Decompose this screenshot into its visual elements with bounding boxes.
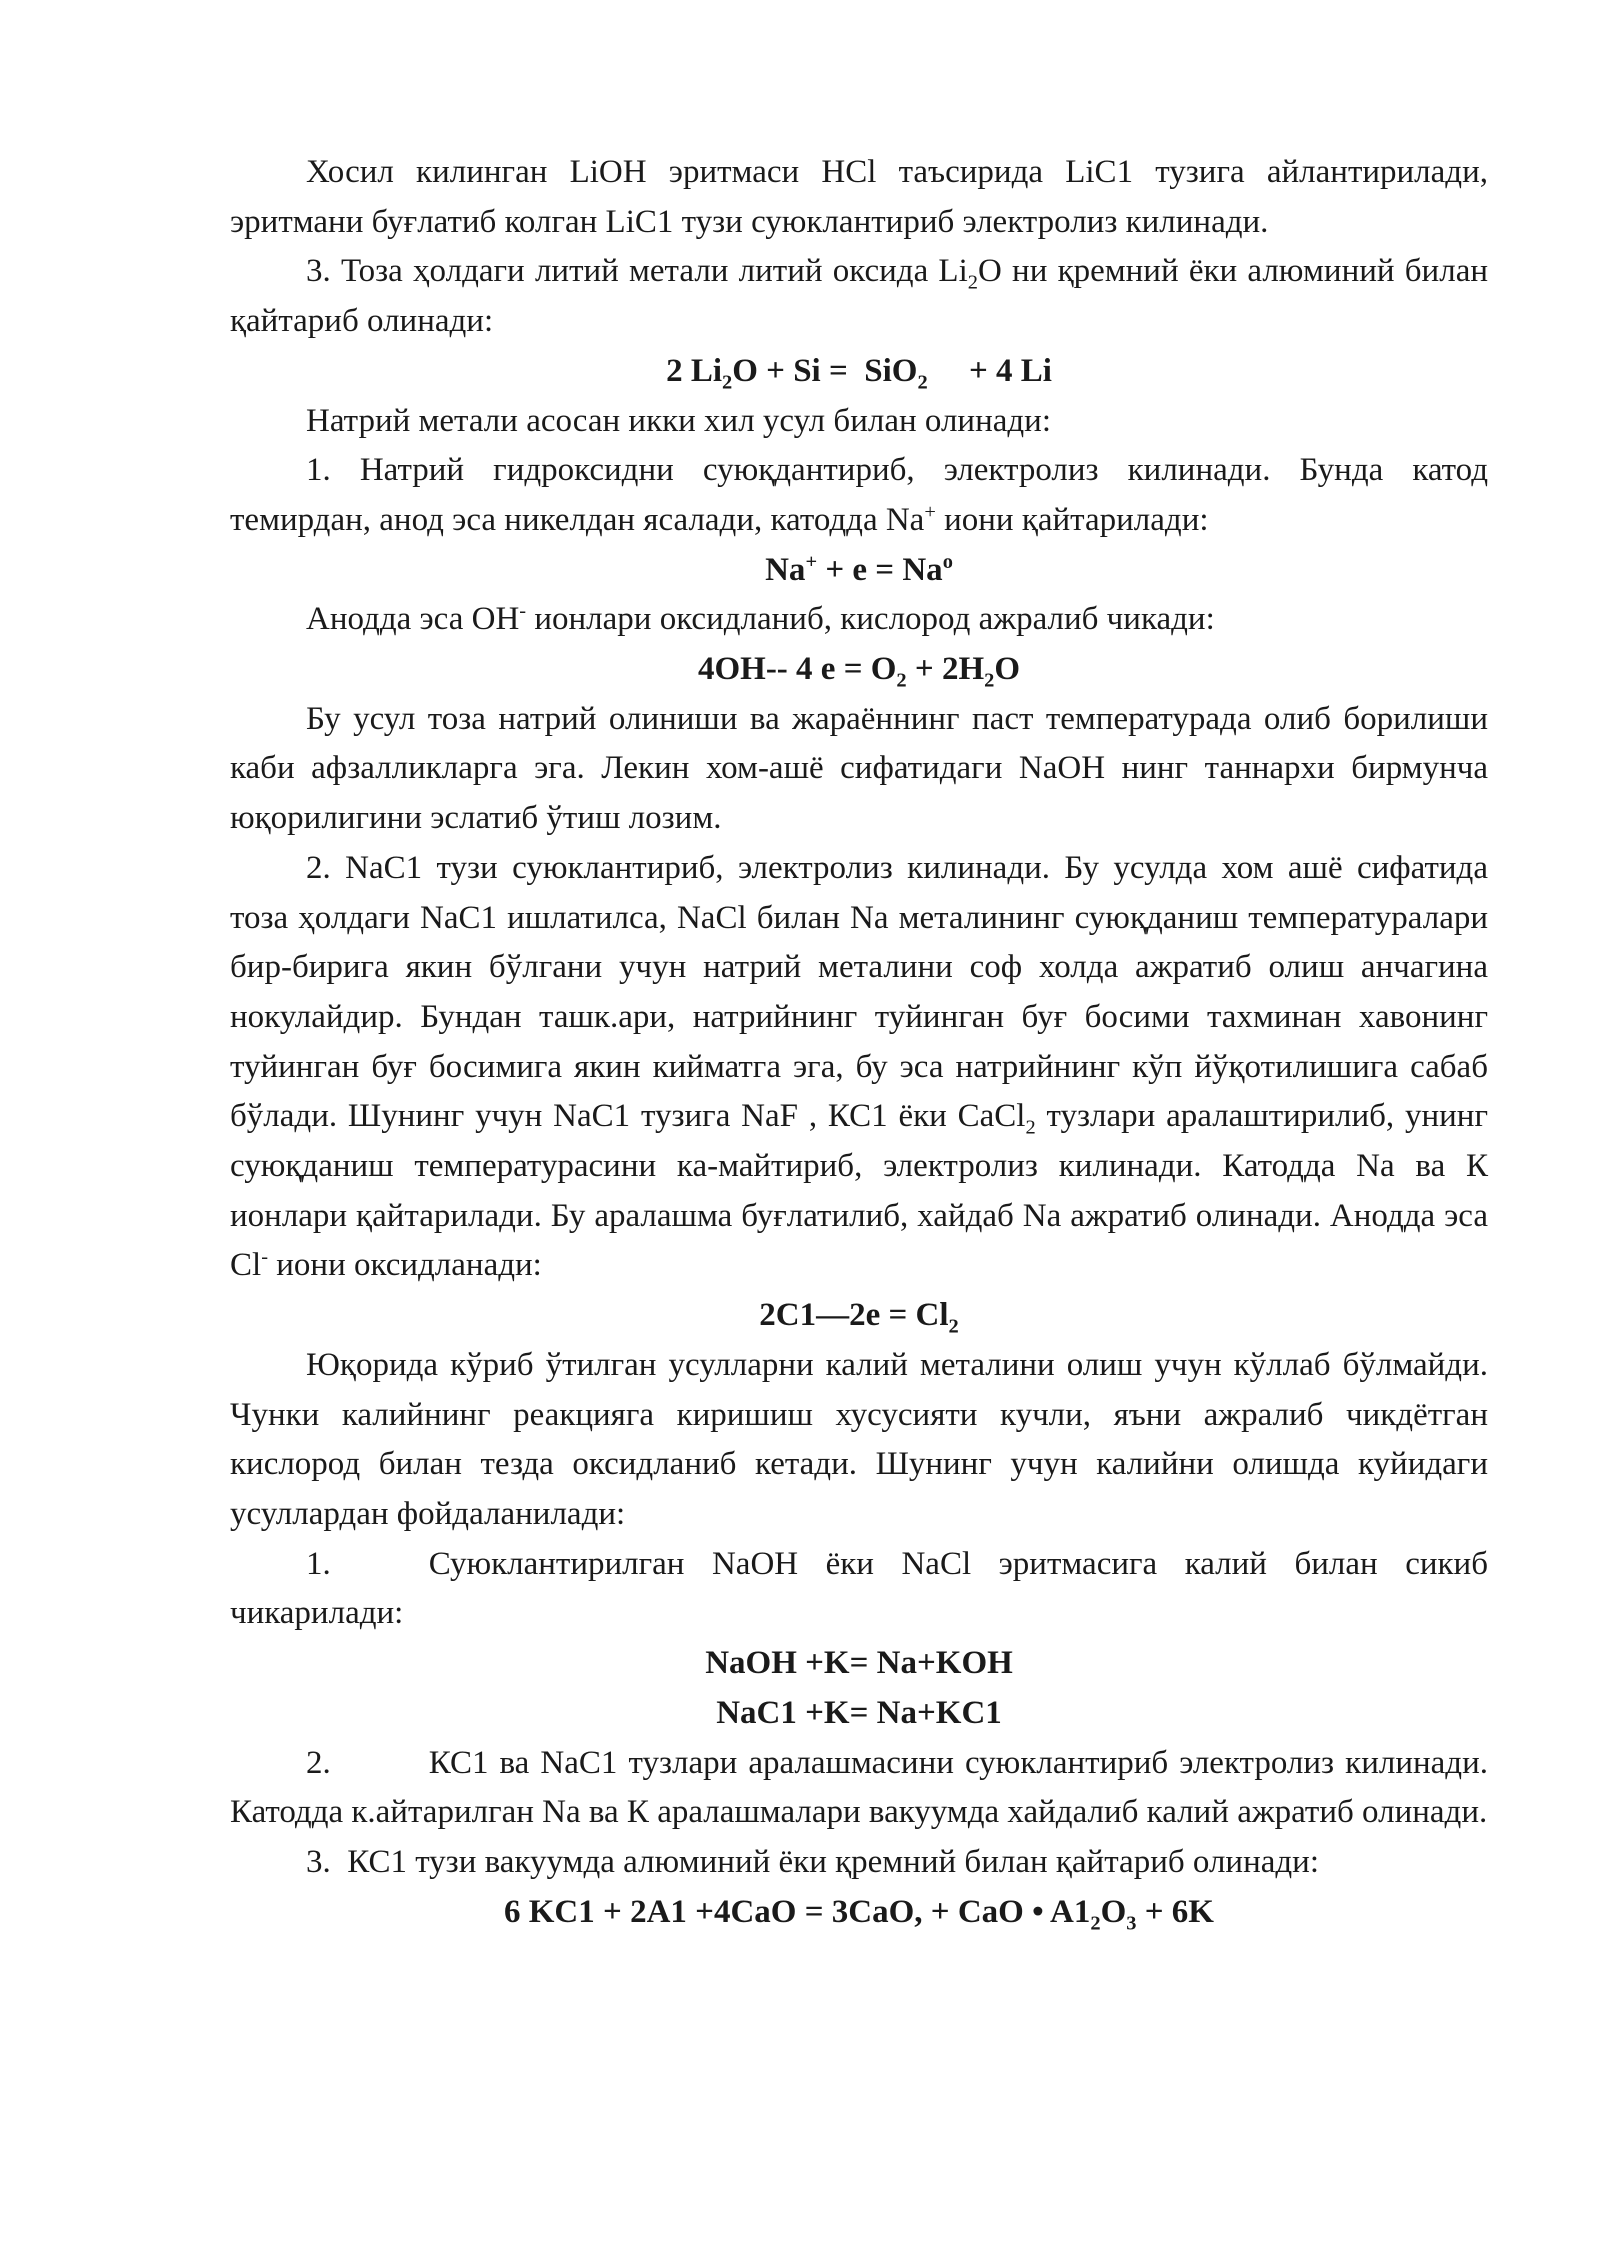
subscript: 2 (967, 272, 978, 294)
equation-nacl-k (230, 1689, 1488, 1739)
text-span: Хосил килинган LiOH эритмаси HCl таъсирида LiC1 тузига айлантирилади, эритмани буғлатиб колган LiC1 тузи суюклантириб электролиз килинади. (230, 154, 1488, 240)
document-page (230, 148, 1488, 1937)
subscript: 3 (1126, 1912, 1137, 1935)
text-span: иони қайтарилади: (935, 501, 1209, 538)
subscript: 2 (1090, 1912, 1101, 1935)
superscript: + (924, 500, 936, 523)
paragraph-potassium-intro (230, 1341, 1488, 1540)
text-span: КС1 ва NaC1 тузлари аралашмасини суюклантириб электролиз килинади. Катодда к.айтарилган Na ва К аралашмалари вакуумда хайдалиб калий ажратиб олинади. (230, 1744, 1488, 1831)
text-span: Бу усул тоза натрий олиниши ва жараённинг паст температурада олиб борилиши каби афзалликларга эга. Лекин хом-ашё сифатидаги NaOH нинг таннархи бирмунча юқорилигини эслатиб ўтиш лозим. (230, 700, 1488, 837)
paragraph-sodium-methods (230, 397, 1488, 447)
eq-span: NaC1 +K= Na+KC1 (716, 1694, 1002, 1731)
eq-span: + e = Na (817, 551, 943, 588)
eq-span: O (994, 651, 1021, 688)
paragraph-naoh-electrolysis (230, 446, 1488, 545)
paragraph-potassium-method-3 (230, 1838, 1488, 1888)
text-span: 2. NaC1 тузи суюклантириб, электролиз килинади. Бу усулда хом ашё сифатида тоза ҳолдаги NaC1 ишлатилса, NaCl билан Na металининг суюқданиш температуралари бир-бирига якин бўлгани учун натрий металини соф холда ажратиб олиш анчагина нокулайдир. Бундан ташк.ари, натрийнинг туйинган буғ босими тахминан хавонинг туйинган буғ босимига якин кийматга эга, бу эса натрийнинг кўп йўқотилишига сабаб бўлади. Шунинг учун NaC1 тузига NaF , КС1 ёки CaCl (230, 849, 1488, 1135)
equation-li2o-si (230, 347, 1488, 397)
equation-naoh-k (230, 1639, 1488, 1689)
list-number: 1. (306, 1545, 331, 1582)
subscript: 2 (1025, 1116, 1036, 1139)
eq-span: + 2H (906, 651, 985, 688)
equation-na-reduction (230, 546, 1488, 596)
equation-cl-oxidation (230, 1291, 1488, 1341)
eq-span: 2C1—2e = Cl (759, 1297, 949, 1334)
text-span: 1. Натрий гидроксидни суюқдантириб, электролиз килинади. Бунда катод темирдан, анод эса никелдан ясалади, катодда Na (230, 452, 1488, 538)
eq-span: 2 Li (666, 352, 722, 389)
text-span: Юқорида кўриб ўтилган усулларни калий металини олиш учун кўллаб бўлмайди. Чунки калийнинг реакцияга киришиш хусусияти кучли, яъни ажралиб чикдётган кислород билан тезда оксидланиб кетади. Шунинг учун калийни олишда куйидаги усуллардан фойдаланилади: (230, 1346, 1488, 1532)
subscript: 2 (917, 371, 928, 394)
text-span: Суюклантирилган NaOH ёки NaCl эритмасига калий билан сикиб чикарилади: (230, 1545, 1488, 1632)
paragraph-potassium-method-1 (230, 1540, 1488, 1639)
subscript: 2 (896, 669, 907, 692)
text-span: тузлари аралаштирилиб, унинг суюқданиш температурасини ка-майтириб, электролиз килинади. Катодда Na ва К ионлари қайтарилади. Бу аралашма буғлатилиб, хайдаб Na ажратиб олинади. Анодда эса Cl (230, 1098, 1488, 1284)
text-span: 3. Тоза ҳолдаги литий метали литий оксида Li (306, 253, 968, 290)
subscript: 2 (722, 371, 733, 394)
equation-kcl-al (230, 1888, 1488, 1938)
text-span: иони оксидланади: (268, 1247, 542, 1284)
superscript: + (805, 550, 818, 573)
equation-oh-oxidation (230, 645, 1488, 695)
paragraph-anode-oh (230, 595, 1488, 645)
list-number: 2. (306, 1744, 331, 1781)
text-span: ионлари оксидланиб, кислород ажралиб чикади: (526, 601, 1215, 638)
eq-span: O + Si = SiO (732, 352, 918, 389)
text-span: Натрий метали асосан икки хил усул билан олинади: (306, 402, 1051, 439)
eq-span: + 6K (1136, 1893, 1214, 1930)
text-span: 3. КС1 тузи вакуумда алюминий ёки қремний билан қайтариб олинади: (306, 1843, 1320, 1880)
paragraph-li-reduction (230, 247, 1488, 346)
paragraph-nacl-electrolysis (230, 844, 1488, 1291)
eq-span: 6 KC1 + 2A1 +4CaO = 3CaO, + CaO • A1 (504, 1893, 1091, 1930)
paragraph-potassium-method-2 (230, 1739, 1488, 1838)
eq-span: 4OH-- 4 e = O (697, 651, 897, 688)
paragraph-advantages (230, 695, 1488, 844)
subscript: 2 (984, 669, 995, 692)
superscript: - (261, 1246, 268, 1269)
eq-span: O (1100, 1893, 1127, 1930)
paragraph-lioh (230, 148, 1488, 247)
subscript: 2 (948, 1315, 959, 1338)
text-span: O ни қремний ёки алюминий билан қайтариб олинади: (230, 253, 1488, 340)
eq-span: Na (765, 551, 806, 588)
eq-span: + 4 Li (927, 352, 1052, 389)
superscript: o (942, 550, 953, 573)
superscript: - (519, 600, 527, 623)
eq-span: NaOH +K= Na+KOH (705, 1645, 1013, 1682)
text-span: Анодда эса ОН (306, 601, 520, 638)
